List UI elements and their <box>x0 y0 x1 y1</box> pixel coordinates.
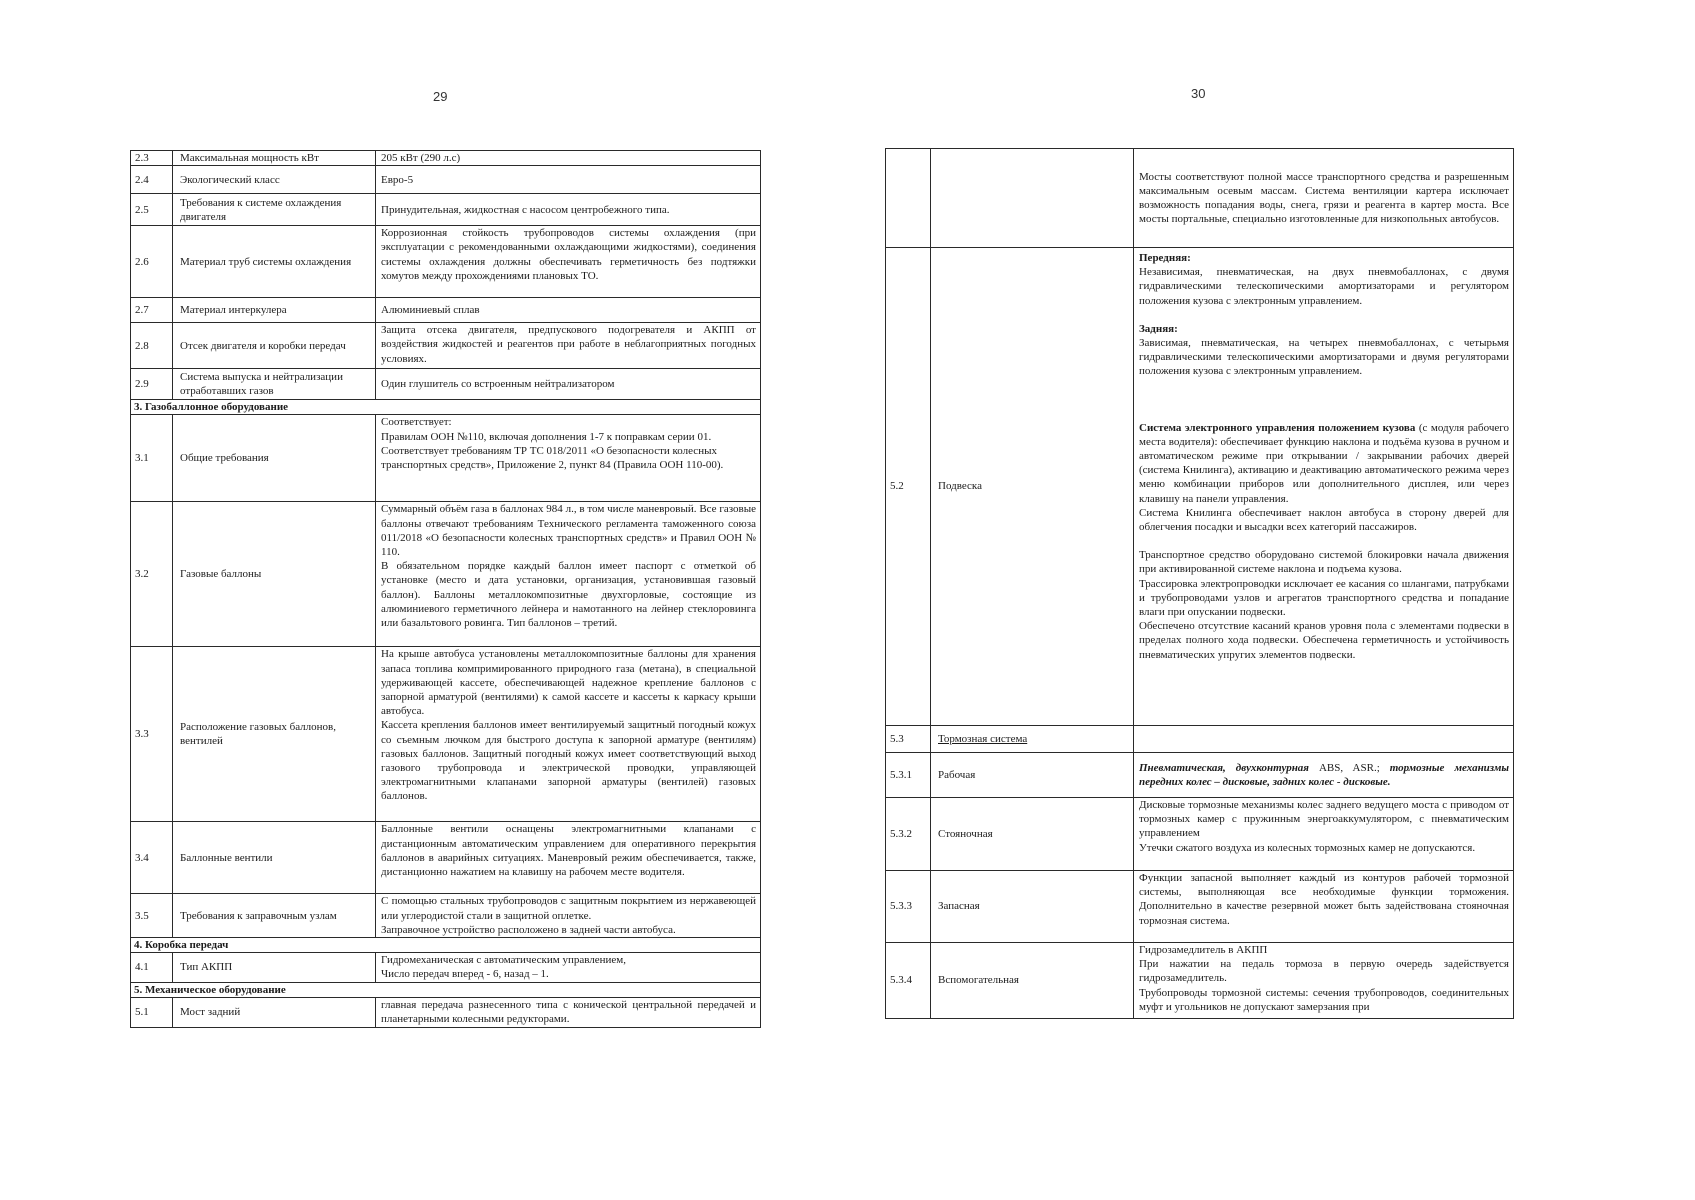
row-number: 3.1 <box>131 415 173 502</box>
param-name: Тормозная система <box>931 726 1134 753</box>
param-value <box>1134 726 1514 753</box>
value-paragraph <box>1139 421 1509 506</box>
row-number: 3.5 <box>131 894 173 938</box>
table-row <box>886 149 1514 248</box>
param-name: Запасная <box>931 871 1134 943</box>
param-name: Общие требования <box>173 415 376 502</box>
table-row <box>131 502 761 647</box>
table-row <box>131 894 761 938</box>
section-heading: 4. Коробка передач <box>131 938 761 953</box>
value-paragraph: 205 кВт (290 л.с) <box>381 152 461 164</box>
param-value <box>376 226 761 298</box>
table-row <box>131 953 761 982</box>
row-number: 2.8 <box>131 323 173 369</box>
param-value <box>376 369 761 400</box>
spec-table-left <box>130 150 761 1028</box>
value-paragraph: Мосты соответствуют полной массе транспортного средства и разрешенным максимальным осевым массам. Система вентиляции картера исключает возможность попадания воды, снега, грязи и реагента в картер моста. Все мосты портальные, специально изготовленные для низкопольных автобусов. <box>1139 170 1509 226</box>
section-heading: 5. Механическое оборудование <box>131 982 761 997</box>
value-paragraph: В обязательном порядке каждый баллон имеет паспорт с отметкой об установке (место и дата установки, организация, установившая газовый баллон). Баллоны металлокомпозитные двухгорловые, состоящие из алюминиевого герметичного лейнера и намотанного на лейнер стеклоровинга или базальтового ровинга. Тип баллонов – третий. <box>381 560 756 630</box>
table-row <box>131 323 761 369</box>
param-value <box>1134 149 1514 248</box>
param-value <box>376 415 761 502</box>
row-number: 2.4 <box>131 166 173 194</box>
param-value <box>376 323 761 369</box>
ecas-text: (с модуля рабочего места водителя): обеспечивает функцию наклона и подъёма кузова в ручном и автоматическом режиме при открывании / закрывании рабочих дверей (система Книлинга), активацию и деактивацию автоматического режима через меню комбинации приборов или дополнительного дисплея, или через клавишу на панели управления. <box>1139 421 1510 505</box>
param-name: Стояночная <box>931 798 1134 871</box>
table-row <box>131 226 761 298</box>
value-paragraph: Трассировка электропроводки исключает ее касания со шлангами, патрубками и трубопроводами узлов и агрегатов транспортного средства и попадание влаги при опускании подвески. <box>1139 577 1509 619</box>
table-row <box>131 369 761 400</box>
row-number: 2.6 <box>131 226 173 298</box>
page-number-right: 30 <box>1191 86 1206 101</box>
param-value <box>376 822 761 894</box>
value-paragraph: Принудительная, жидкостная с насосом центробежного типа. <box>381 203 670 216</box>
param-value <box>376 894 761 938</box>
param-name: Рабочая <box>931 753 1134 798</box>
table-row <box>886 726 1514 753</box>
value-paragraph <box>1139 761 1509 789</box>
ecas-heading: Система электронного управления положением кузова <box>1139 421 1416 434</box>
param-name <box>931 149 1134 248</box>
row-number: 5.3 <box>886 726 931 753</box>
param-name: Максимальная мощность кВт <box>173 151 376 166</box>
param-name: Газовые баллоны <box>173 502 376 647</box>
table-row <box>131 194 761 226</box>
param-name: Материал труб системы охлаждения <box>173 226 376 298</box>
value-paragraph: Евро-5 <box>381 173 414 186</box>
param-value <box>376 953 761 982</box>
value-paragraph: Баллонные вентили оснащены электромагнитными клапанами с дистанционным автоматическим управлением для оперативного перекрытия баллонов в аварийных ситуациях. Маневровый режим обеспечивается, также, дистанционно нажатием на клавишу на рабочем месте водителя. <box>381 823 756 879</box>
row-number: 5.2 <box>886 248 931 726</box>
value-paragraph: Соответствует: <box>381 416 452 429</box>
row-number: 4.1 <box>131 953 173 982</box>
param-value <box>1134 753 1514 798</box>
table-row <box>131 151 761 166</box>
value-paragraph: Алюминиевый сплав <box>381 304 480 317</box>
param-value <box>376 298 761 323</box>
row-number: 5.3.2 <box>886 798 931 871</box>
value-paragraph: Гидромеханическая с автоматическим управлением, <box>381 954 626 967</box>
row-number: 5.3.3 <box>886 871 931 943</box>
value-paragraph: Кассета крепления баллонов имеет вентилируемый защитный погодный кожух со съемным лючком для быстрого доступа к запорной арматуре (вентилям) газовых баллонов. Защитный погодный кожух имеет соответствующий выход газового трубопровода и электрической проводки, управляющей электромагнитными клапанами запорной арматуры (вентилей) газовых баллонов. <box>381 719 756 803</box>
value-paragraph: Транспортное средство оборудовано системой блокировки начала движения при активированной системе наклона и подъема кузова. <box>1139 549 1509 576</box>
value-paragraph: главная передача разнесенного типа с конической центральной передачей и планетарными колесными редукторами. <box>381 998 756 1026</box>
value-paragraph: Обеспечено отсутствие касаний кранов уровня пола с элементами подвески в пределах полного хода подвески. Обеспечена герметичность и устойчивость пневматических упругих элементов подвески. <box>1139 620 1509 661</box>
row-number: 5.3.1 <box>886 753 931 798</box>
front-suspension-heading: Передняя: <box>1139 252 1191 264</box>
row-number: 3.3 <box>131 647 173 822</box>
rear-suspension-heading: Задняя: <box>1139 322 1178 335</box>
value-paragraph: С помощью стальных трубопроводов с защитным покрытием из нержавеющей или углеродистой стали в защитной оплетке. <box>381 895 756 922</box>
table-row <box>886 753 1514 798</box>
param-value <box>1134 248 1514 726</box>
table-row <box>886 871 1514 943</box>
table-row <box>131 997 761 1027</box>
section-heading: 3. Газобаллонное оборудование <box>131 400 761 415</box>
table-row <box>886 248 1514 726</box>
row-number: 3.2 <box>131 502 173 647</box>
param-name: Тип АКПП <box>173 953 376 982</box>
param-name: Подвеска <box>931 248 1134 726</box>
table-row <box>131 822 761 894</box>
value-paragraph: Зависимая, пневматическая, на четырех пневмобаллонах, с четырьмя гидравлическими телескопическими амортизаторами и двумя регуляторами положения кузова с электронным управлением. <box>1139 337 1509 378</box>
param-name: Расположение газовых баллонов, вентилей <box>173 647 376 822</box>
section-row <box>131 982 761 997</box>
value-paragraph: Заправочное устройство расположено в задней части автобуса. <box>381 923 676 936</box>
section-row <box>131 400 761 415</box>
brake-mechanisms-text: тормозные механизмы передних колес – дисковые, задних колес - дисковые. <box>1139 761 1509 788</box>
param-value <box>376 151 761 166</box>
row-number: 2.3 <box>131 151 173 166</box>
value-paragraph: Независимая, пневматическая, на двух пневмобаллонах, с двумя гидравлическими телескопическими амортизаторами и регулятором положения кузова с электронным управлением. <box>1139 266 1509 307</box>
value-paragraph: Суммарный объём газа в баллонах 984 л., в том числе маневровый. Все газовые баллоны отвечают требованиям Технического регламента таможенного союза 011/2018 «О безопасности колесных транспортных средств» и Правил ООН № 110. <box>381 503 756 559</box>
table-row <box>886 798 1514 871</box>
param-name: Отсек двигателя и коробки передач <box>173 323 376 369</box>
row-number: 3.4 <box>131 822 173 894</box>
brake-type-text: Пневматическая, двухконтурная <box>1139 761 1309 774</box>
value-paragraph: На крыше автобуса установлены металлокомпозитные баллоны для хранения запаса топлива компримированного природного газа (метана), в специальной удерживающей кассете, обеспечивающей надежное крепление баллонов с запорной арматурой (вентилями) к самой кассете и кассеты к каркасу крыши автобуса. <box>381 648 756 718</box>
table-row <box>131 415 761 502</box>
param-value <box>376 647 761 822</box>
value-paragraph: Утечки сжатого воздуха из колесных тормозных камер не допускаются. <box>1139 841 1476 854</box>
value-paragraph: Правилам ООН №110, включая дополнения 1-7 к поправкам серии 01. <box>381 430 712 443</box>
value-paragraph: Гидрозамедлитель в АКПП <box>1139 944 1268 956</box>
value-paragraph: Трубопроводы тормозной системы: сечения трубопроводов, соединительных муфт и угольников не допускают замерзания при <box>1139 986 1509 1013</box>
param-name: Мост задний <box>173 997 376 1027</box>
spec-table-right <box>885 148 1514 1019</box>
param-value <box>376 502 761 647</box>
param-value <box>1134 943 1514 1019</box>
param-name: Требования к заправочным узлам <box>173 894 376 938</box>
param-name: Экологический класс <box>173 166 376 194</box>
table-row <box>886 943 1514 1019</box>
param-value <box>1134 871 1514 943</box>
page-number-left: 29 <box>433 89 448 104</box>
row-number: 2.5 <box>131 194 173 226</box>
row-number: 2.9 <box>131 369 173 400</box>
value-paragraph: Дисковые тормозные механизмы колес заднего ведущего моста с приводом от тормозных камер с пружинным энергоаккумулятором, с пневматическим управлением <box>1139 799 1509 840</box>
param-name: Баллонные вентили <box>173 822 376 894</box>
value-paragraph: Один глушитель со встроенным нейтрализатором <box>381 378 615 391</box>
value-paragraph: Число передач вперед - 6, назад – 1. <box>381 968 549 981</box>
value-paragraph: Система Книлинга обеспечивает наклон автобуса в сторону дверей для облегчения посадки и высадки всех категорий пассажиров. <box>1139 506 1509 534</box>
param-value <box>376 194 761 226</box>
value-paragraph: Защита отсека двигателя, предпускового подогревателя и АКПП от воздействия жидкостей и реагентов при работе в неблагоприятных погодных условиях. <box>381 324 756 365</box>
table-row <box>131 647 761 822</box>
param-value <box>1134 798 1514 871</box>
table-row <box>131 166 761 194</box>
brake-abs-text: ABS, ASR.; <box>1318 761 1380 774</box>
row-number: 2.7 <box>131 298 173 323</box>
param-name: Вспомогательная <box>931 943 1134 1019</box>
param-value <box>376 997 761 1027</box>
param-name: Система выпуска и нейтрализации отработавших газов <box>173 369 376 400</box>
value-paragraph: Функции запасной выполняет каждый из контуров рабочей тормозной системы, выполняющая все необходимые функции торможения. Дополнительно в качестве резервной может быть задействована стояночная тормозная система. <box>1139 872 1509 927</box>
param-value <box>376 166 761 194</box>
section-row <box>131 938 761 953</box>
value-paragraph: При нажатии на педаль тормоза в первую очередь задействуется гидрозамедлитель. <box>1139 958 1509 985</box>
row-number <box>886 149 931 248</box>
row-number: 5.1 <box>131 997 173 1027</box>
param-name: Требования к системе охлаждения двигателя <box>173 194 376 226</box>
row-number: 5.3.4 <box>886 943 931 1019</box>
table-row <box>131 298 761 323</box>
value-paragraph: Коррозионная стойкость трубопроводов системы охлаждения (при эксплуатации с рекомендованными охлаждающими жидкостями), соединения системы охлаждения должны обеспечивать герметичность без подтяжки хомутов между прохождениями плановых ТО. <box>381 227 756 282</box>
value-paragraph: Соответствует требованиям ТР ТС 018/2011 «О безопасности колесных транспортных средств», Приложение 2, пункт 84 (Правила ООН 110-00). <box>381 444 724 472</box>
param-name: Материал интеркулера <box>173 298 376 323</box>
